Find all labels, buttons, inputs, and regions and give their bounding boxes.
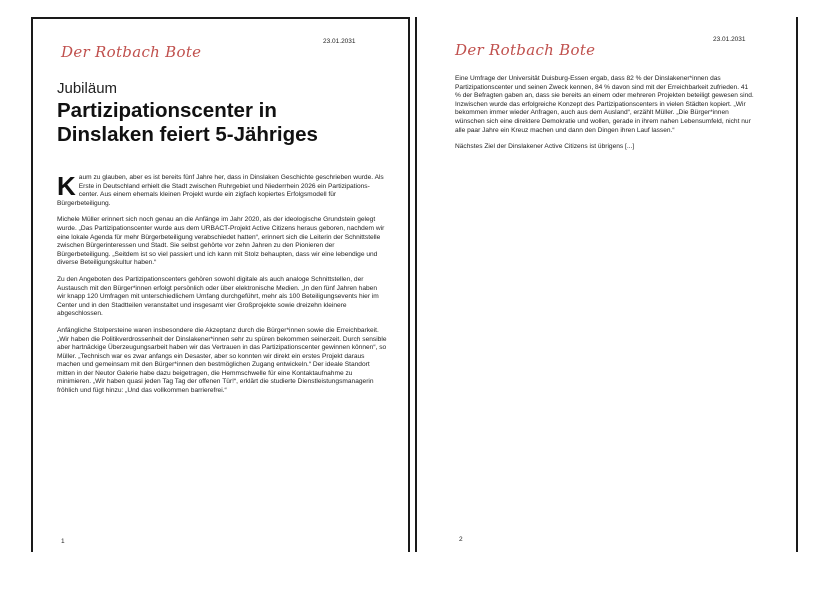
article-paragraph: Michele Müller erinnert sich noch genau an die Anfänge im Jahr 2020, als der ideologische Grundstein gelegt wurde. „Das Partizipationscenter wurde aus dem URBACT-Projekt Active Citizens heraus geboren, nachdem wir eine lokale Agenda für mehr Bürgerbeteiligung verabschiedet hatten“, erinnert sich die Leiterin der Schnittstelle zwischen Bürgerinteressen und Stadt. Sie selbst gehörte vor zehn Jahren zu den Pionieren der Bürgerbeteiligung. „Seitdem ist so viel passiert und ich kann mit Stolz behaupten, dass wir eine lebendige und diverse Beteiligungskultur haben.“ — [57, 216, 385, 267]
page-number: 2 — [459, 536, 463, 543]
document-page-2 — [415, 17, 798, 552]
article-body — [57, 171, 387, 404]
newspaper-logo: Der Rotbach Bote — [455, 41, 596, 59]
article-headline: Partizipationscenter in Dinslaken feiert 5-Jähriges — [57, 99, 318, 146]
article-lead — [57, 171, 387, 208]
article-paragraph: Nächstes Ziel der Dinslakener Active Citizens ist übrigens [...] — [455, 143, 635, 151]
article-body-continued — [455, 75, 755, 160]
article-paragraph: Anfängliche Stolpersteine waren insbesondere die Akzeptanz durch die Bürger*innen sowie die Erreichbarkeit. „Wir haben die Politikverdrossenheit der Dinslakener*innen sehr zu spüren bekommen seinerzeit. Durch sensible aber hartnäckige Überzeugungsarbeit haben wir das Vertrauen in das Partizipationscenter gewinnen können“, so Müller. „Technisch war es zwar anfangs ein Desaster, aber so konnten wir direkt ein erstes Projekt daraus machen und gemeinsam mit den Bürger*innen den bestmöglichen Zugang entwickeln.“ Der ideale Standort mitten in der Neutor Galerie habe dazu beigetragen, die Hemmschwelle für eine Kontaktaufnahme zu minimieren. „Wir haben quasi jeden Tag Tag der offenen Tür!“, erklärt die studierte Dienstleistungsmanagerin fröhlich und fügt hinzu: „Und das vollkommen barrierefrei.“ — [57, 326, 387, 395]
page-number: 1 — [61, 538, 65, 545]
article-kicker: Jubiläum — [57, 80, 118, 97]
publication-date: 23.01.2031 — [323, 38, 356, 45]
document-page-1 — [31, 17, 410, 552]
lead-text: aum zu glauben, aber es ist bereits fünf Jahre her, dass in Dinslaken Geschichte geschrieben wurde. Als Erste in Deutschland erhielt die Stadt zwischen Ruhrgebiet und Niederrhein 2026 ein Partizipations-center. Aus einem ehemals kleinen Projekt wurde ein zigfach kopiertes Erfolgsmodell für Bürgerbeteiligung. — [57, 174, 384, 207]
publication-date: 23.01.2031 — [713, 36, 746, 43]
article-paragraph: Zu den Angeboten des Partizipationscenters gehören sowohl digitale als auch analoge Schnittstellen, der Austausch mit den Bürger*innen erfolgt persönlich oder über elektronische Medien. „In den fünf Jahren haben wir knapp 120 Umfragen mit unterschiedlichem Umfang durchgeführt, mehr als 100 Beteiligungsevents hier im Center und in den Stadtteilen veranstaltet und insgesamt vier Großprojekte sowie dreizehn kleinere abgeschlossen. — [57, 275, 379, 318]
drop-cap: K — [57, 171, 76, 201]
article-paragraph: Eine Umfrage der Universität Duisburg-Essen ergab, dass 82 % der Dinslakener*innen das Partizipationscenter und seinen Zweck kennen, 84 % davon sind mit der Erreichbarkeit zufrieden. 41 % der Befragten gaben an, dass sie bereits an einem oder mehreren Projekten beteiligt gewesen sind. Inzwischen wurde das erfolgreiche Konzept des Partizipationscenters in vielen Städten kopiert. „Wir bekommen immer wieder Anfragen, auch aus dem Ausland“, erzählt Müller. „Die Bürger*innen wünschen sich eine direktere Demokratie und wollen, gerade in ihrem nahen Lebensumfeld, nicht nur alle paar Jahre ein Kreuz machen und dann den Dingen ihren Lauf lassen.“ — [455, 75, 754, 134]
newspaper-logo: Der Rotbach Bote — [61, 43, 202, 61]
